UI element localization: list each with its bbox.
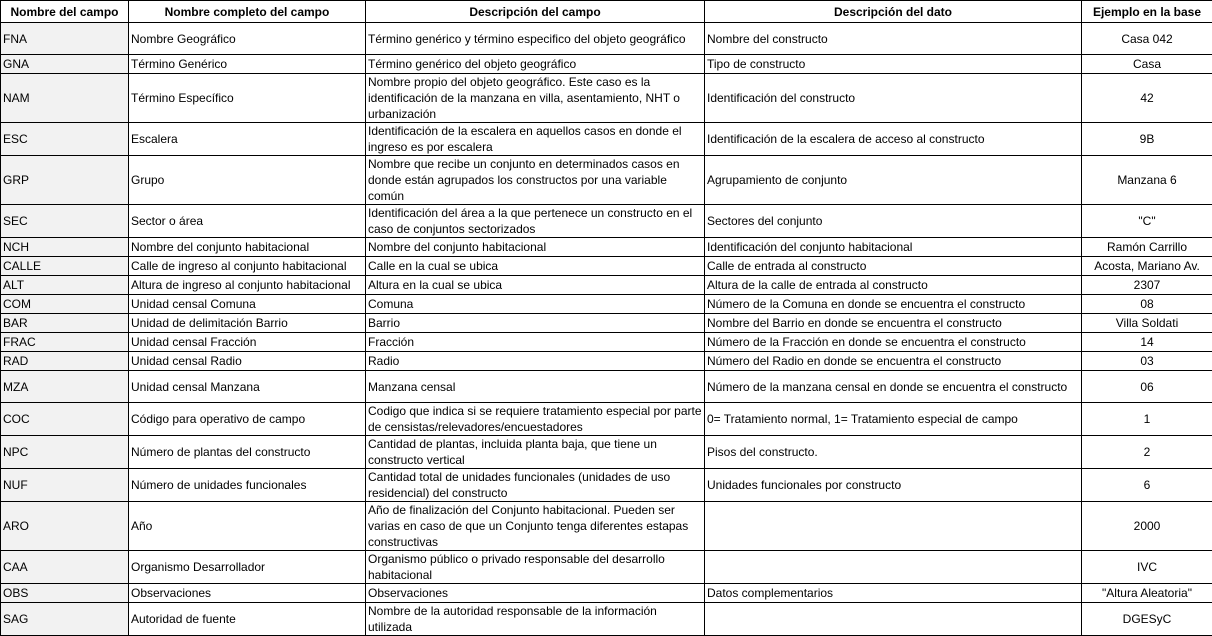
- field-code-cell: CALLE: [1, 257, 129, 276]
- field-code-cell: NPC: [1, 436, 129, 469]
- data-description-cell: 0= Tratamiento normal, 1= Tratamiento especial de campo: [705, 403, 1082, 436]
- full-name-cell: Número de plantas del constructo: [129, 436, 366, 469]
- field-description-cell: Término genérico del objeto geográfico: [366, 55, 705, 74]
- data-description-cell: Altura de la calle de entrada al constructo: [705, 276, 1082, 295]
- example-cell: 08: [1082, 295, 1212, 314]
- full-name-cell: Nombre Geográfico: [129, 23, 366, 55]
- full-name-cell: Unidad de delimitación Barrio: [129, 314, 366, 333]
- table-row: [1, 156, 1212, 205]
- table-row: [1, 123, 1212, 156]
- table-row: [1, 257, 1212, 276]
- field-code-cell: FNA: [1, 23, 129, 55]
- full-name-cell: Término Específico: [129, 74, 366, 123]
- field-code-cell: BAR: [1, 314, 129, 333]
- field-description-cell: Cantidad total de unidades funcionales (unidades de uso residencial) del constructo: [366, 469, 705, 502]
- full-name-cell: Autoridad de fuente: [129, 603, 366, 636]
- full-name-cell: Término Genérico: [129, 55, 366, 74]
- example-cell: 42: [1082, 74, 1212, 123]
- field-description-cell: Codigo que indica si se requiere tratamiento especial por parte de censistas/relevadores/encuestadores: [366, 403, 705, 436]
- field-code-cell: NUF: [1, 469, 129, 502]
- table-row: [1, 469, 1212, 502]
- field-code-cell: COC: [1, 403, 129, 436]
- data-description-cell: [705, 551, 1082, 584]
- data-description-cell: Número del Radio en donde se encuentra el constructo: [705, 352, 1082, 371]
- full-name-cell: Organismo Desarrollador: [129, 551, 366, 584]
- field-code-cell: MZA: [1, 371, 129, 403]
- field-description-cell: Radio: [366, 352, 705, 371]
- field-code-cell: NAM: [1, 74, 129, 123]
- full-name-cell: Unidad censal Radio: [129, 352, 366, 371]
- example-cell: DGESyC: [1082, 603, 1212, 636]
- data-description-cell: Número de la manzana censal en donde se encuentra el constructo: [705, 371, 1082, 403]
- data-description-cell: Agrupamiento de conjunto: [705, 156, 1082, 205]
- full-name-cell: Número de unidades funcionales: [129, 469, 366, 502]
- full-name-cell: Escalera: [129, 123, 366, 156]
- example-cell: 6: [1082, 469, 1212, 502]
- example-cell: Villa Soldati: [1082, 314, 1212, 333]
- header-field-description: Descripción del campo: [366, 1, 705, 23]
- table-row: [1, 55, 1212, 74]
- full-name-cell: Unidad censal Fracción: [129, 333, 366, 352]
- full-name-cell: Sector o área: [129, 205, 366, 238]
- table-row: [1, 23, 1212, 55]
- example-cell: "C": [1082, 205, 1212, 238]
- field-description-cell: Término genérico y término especifico del objeto geográfico: [366, 23, 705, 55]
- field-description-cell: Comuna: [366, 295, 705, 314]
- data-description-cell: Sectores del conjunto: [705, 205, 1082, 238]
- data-description-cell: Número de la Fracción en donde se encuentra el constructo: [705, 333, 1082, 352]
- field-description-cell: Nombre del conjunto habitacional: [366, 238, 705, 257]
- data-description-cell: Identificación del constructo: [705, 74, 1082, 123]
- field-code-cell: ALT: [1, 276, 129, 295]
- full-name-cell: Año: [129, 502, 366, 551]
- table-row: [1, 603, 1212, 636]
- example-cell: 9B: [1082, 123, 1212, 156]
- example-cell: 2307: [1082, 276, 1212, 295]
- example-cell: 03: [1082, 352, 1212, 371]
- example-cell: 2000: [1082, 502, 1212, 551]
- data-description-cell: Calle de entrada al constructo: [705, 257, 1082, 276]
- data-description-cell: Nombre del Barrio en donde se encuentra el constructo: [705, 314, 1082, 333]
- field-code-cell: OBS: [1, 584, 129, 603]
- table-row: [1, 333, 1212, 352]
- data-description-cell: Datos complementarios: [705, 584, 1082, 603]
- header-full-name: Nombre completo del campo: [129, 1, 366, 23]
- field-code-cell: NCH: [1, 238, 129, 257]
- field-code-cell: GNA: [1, 55, 129, 74]
- field-description-cell: Identificación de la escalera en aquellos casos en donde el ingreso es por escalera: [366, 123, 705, 156]
- field-description-cell: Barrio: [366, 314, 705, 333]
- field-description-cell: Nombre propio del objeto geográfico. Este caso es la identificación de la manzana en villa, asentamiento, NHT o urbanización: [366, 74, 705, 123]
- example-cell: Ramón Carrillo: [1082, 238, 1212, 257]
- example-cell: "Altura Aleatoria": [1082, 584, 1212, 603]
- table-row: [1, 238, 1212, 257]
- field-code-cell: CAA: [1, 551, 129, 584]
- header-data-description: Descripción del dato: [705, 1, 1082, 23]
- table-row: [1, 74, 1212, 123]
- table-row: [1, 403, 1212, 436]
- field-code-cell: COM: [1, 295, 129, 314]
- full-name-cell: Grupo: [129, 156, 366, 205]
- full-name-cell: Nombre del conjunto habitacional: [129, 238, 366, 257]
- table-row: [1, 436, 1212, 469]
- example-cell: 2: [1082, 436, 1212, 469]
- table-row: [1, 502, 1212, 551]
- table-row: [1, 276, 1212, 295]
- table-row: [1, 551, 1212, 584]
- field-code-cell: FRAC: [1, 333, 129, 352]
- field-description-cell: Año de finalización del Conjunto habitacional. Pueden ser varias en caso de que un Conjunto tenga diferentes estapas constructivas: [366, 502, 705, 551]
- full-name-cell: Altura de ingreso al conjunto habitacional: [129, 276, 366, 295]
- field-code-cell: SAG: [1, 603, 129, 636]
- data-description-cell: Unidades funcionales por constructo: [705, 469, 1082, 502]
- field-description-cell: Nombre que recibe un conjunto en determinados casos en donde están agrupados los constructos por una variable común: [366, 156, 705, 205]
- field-description-cell: Observaciones: [366, 584, 705, 603]
- field-description-cell: Calle en la cual se ubica: [366, 257, 705, 276]
- field-code-cell: ARO: [1, 502, 129, 551]
- example-cell: Casa 042: [1082, 23, 1212, 55]
- field-code-cell: ESC: [1, 123, 129, 156]
- example-cell: 06: [1082, 371, 1212, 403]
- example-cell: 14: [1082, 333, 1212, 352]
- full-name-cell: Código para operativo de campo: [129, 403, 366, 436]
- table-row: [1, 352, 1212, 371]
- field-description-cell: Cantidad de plantas, incluida planta baja, que tiene un constructo vertical: [366, 436, 705, 469]
- field-description-cell: Organismo público o privado responsable del desarrollo habitacional: [366, 551, 705, 584]
- field-code-cell: RAD: [1, 352, 129, 371]
- field-code-cell: GRP: [1, 156, 129, 205]
- data-description-cell: [705, 603, 1082, 636]
- example-cell: Manzana 6: [1082, 156, 1212, 205]
- field-description-cell: Manzana censal: [366, 371, 705, 403]
- field-description-cell: Nombre de la autoridad responsable de la información utilizada: [366, 603, 705, 636]
- field-code-cell: SEC: [1, 205, 129, 238]
- header-field-name: Nombre del campo: [1, 1, 129, 23]
- data-description-cell: Identificación del conjunto habitacional: [705, 238, 1082, 257]
- header-example: Ejemplo en la base: [1082, 1, 1212, 23]
- full-name-cell: Unidad censal Comuna: [129, 295, 366, 314]
- table-row: [1, 205, 1212, 238]
- data-description-cell: Identificación de la escalera de acceso al constructo: [705, 123, 1082, 156]
- example-cell: Acosta, Mariano Av.: [1082, 257, 1212, 276]
- data-description-cell: [705, 502, 1082, 551]
- data-description-cell: Nombre del constructo: [705, 23, 1082, 55]
- full-name-cell: Calle de ingreso al conjunto habitacional: [129, 257, 366, 276]
- table-row: [1, 371, 1212, 403]
- example-cell: 1: [1082, 403, 1212, 436]
- table-row: [1, 314, 1212, 333]
- example-cell: Casa: [1082, 55, 1212, 74]
- table-row: [1, 295, 1212, 314]
- field-description-cell: Identificación del área a la que pertenece un constructo en el caso de conjuntos sectorizados: [366, 205, 705, 238]
- data-description-cell: Tipo de constructo: [705, 55, 1082, 74]
- header-row: [1, 1, 1212, 23]
- data-description-cell: Pisos del constructo.: [705, 436, 1082, 469]
- table-row: [1, 584, 1212, 603]
- data-description-cell: Número de la Comuna en donde se encuentra el constructo: [705, 295, 1082, 314]
- field-description-cell: Altura en la cual se ubica: [366, 276, 705, 295]
- full-name-cell: Observaciones: [129, 584, 366, 603]
- full-name-cell: Unidad censal Manzana: [129, 371, 366, 403]
- example-cell: IVC: [1082, 551, 1212, 584]
- field-description-cell: Fracción: [366, 333, 705, 352]
